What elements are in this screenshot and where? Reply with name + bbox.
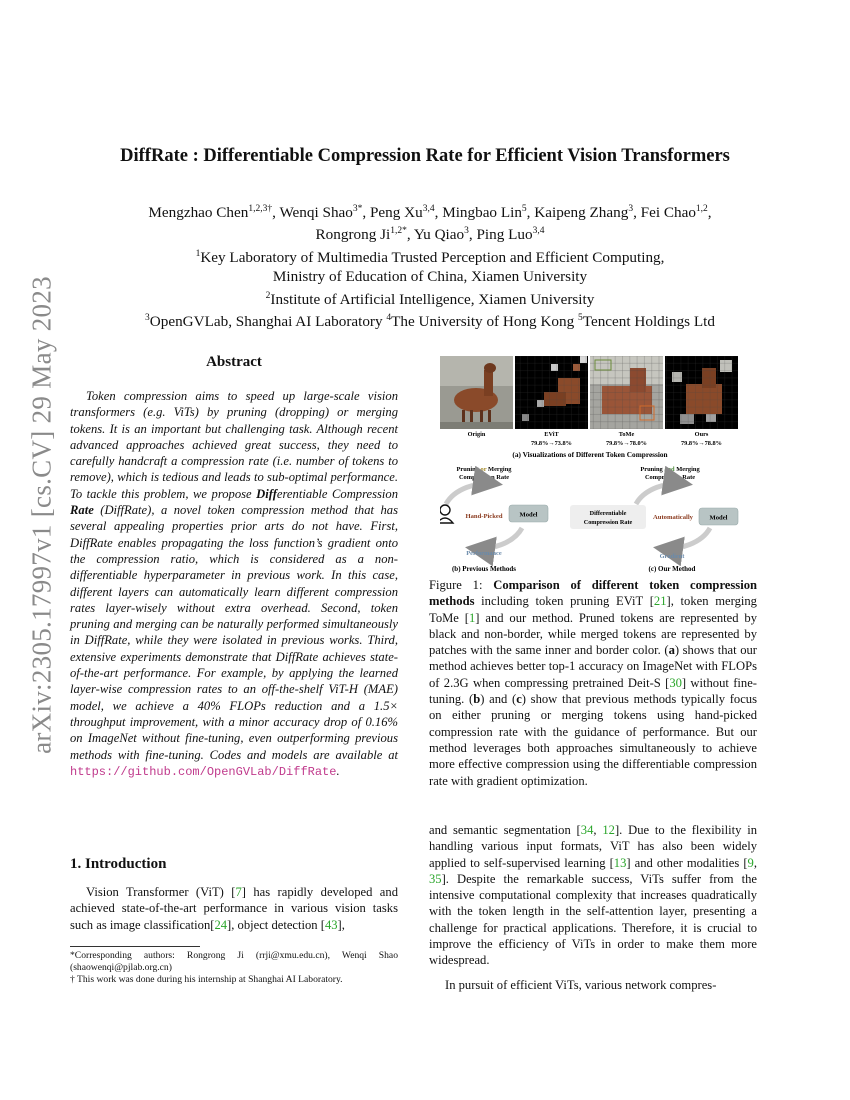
svg-text:Compression Rate: Compression Rate bbox=[583, 519, 633, 526]
intro-heading: 1. Introduction bbox=[70, 856, 167, 872]
svg-text:Pruning or Merging: Pruning or Merging bbox=[456, 466, 512, 473]
arxiv-stamp: arXiv:2305.17997v1 [cs.CV] 29 May 2023 bbox=[26, 276, 57, 754]
fig-a-caption: (a) Visualizations of Different Token Compression bbox=[512, 450, 668, 459]
citation[interactable]: 24 bbox=[214, 917, 228, 932]
panel-c bbox=[570, 466, 738, 573]
footnote-internship: † This work was done during his internship at Shanghai AI Laboratory. bbox=[70, 974, 343, 986]
citation[interactable]: 7 bbox=[235, 885, 242, 899]
tome-image bbox=[590, 356, 663, 429]
svg-text:(b) Previous Methods: (b) Previous Methods bbox=[451, 565, 517, 573]
citation[interactable]: 21 bbox=[653, 594, 667, 609]
svg-text:Model: Model bbox=[709, 514, 728, 522]
affiliation-2: $^2$Institute of Artificial Intelligence, Xiamen University bbox=[265, 290, 595, 308]
footnote-corresponding: *Corresponding authors: Rongrong Ji (rrji@xmu.edu.cn), Wenqi Shao (shaowenqi@pjlab.org.cn) bbox=[70, 950, 398, 974]
acc-evit: 79.8%→73.8% bbox=[531, 440, 572, 447]
ours-image bbox=[665, 356, 738, 429]
citation[interactable]: 1 bbox=[468, 610, 476, 625]
svg-text:Pruning and Merging: Pruning and Merging bbox=[640, 466, 700, 473]
svg-text:Gradient: Gradient bbox=[659, 553, 685, 560]
affiliation-1b: Ministry of Education of China, Xiamen University bbox=[272, 268, 588, 286]
intro-text: Vision Transformer (ViT) [7] has rapidly developed and achieved state-of-the-art performance in various vision tasks such as image classification[24], object detection [43], bbox=[70, 885, 398, 932]
abstract-text: Token compression aims to speed up large-scale vision transformers (e.g. ViTs) by pruning (dropping) or merging tokens. It is an important but challenging task. Although recent advanced approaches achieved great success, they need to carefully handcraft a compression rate (i.e. number of tokens to remove), which is tedious and leads to sub-optimal performance. To tackle this problem, we propose Differentiable Compression Rate (DiffRate), a novel token compression method that has several appealing properties prior arts do not have. First, DiffRate enables propagating the loss function’s gradient onto the compression ratio, which is considered as a non-differentiable hyperparameter in previous work. In this case, different layers can automatically learn different compression rates layer-wisely without extra overhead. Second, token pruning and merging can be naturally performed simultaneously in DiffRate, while they were isolated in previous works. Third, extensive experiments demonstrate that DiffRate achieves state-of-the-art performance. For example, by applying the learned layer-wise compression rates to an off-the-shelf ViT-H (MAE) model, we achieve a 40% FLOPs reduction and a 1.5× throughput improvement, with a minor accuracy drop of 0.16% on ImageNet without fine-tuning, even outperforming previous methods with fine-tuning. Codes and models are available at https://github.com/OpenGVLab/DiffRate. bbox=[70, 389, 398, 779]
svg-text:Compression Rate: Compression Rate bbox=[644, 474, 696, 481]
abstract-heading: Abstract bbox=[206, 354, 262, 370]
label-evit: EViT bbox=[544, 431, 559, 438]
svg-text:Hand-Picked: Hand-Picked bbox=[465, 513, 503, 520]
citation[interactable]: 13 bbox=[613, 855, 627, 870]
figure-1-caption: Figure 1: Comparison of different token compression methods including token pruning EViT [21], token merging ToMe [1] and our method. Pruned tokens are represented by black and non-border, while merged tokens are represented by patches with the same inner and border color. (a) shows that our method achieves better top-1 accuracy on ImageNet with FLOPs of 2.3G when compressing pretrained Deit-S [30] without fine-tuning. (b) and (c) show that previous methods typically focus on either pruning or merging tokens using hand-picked compression rate with the guidance of performance. But our method leverages both approaches simultaneously to achieve more effective compression using the differentiable compression rate with gradient optimization. bbox=[429, 578, 757, 788]
citation[interactable]: 9 bbox=[747, 855, 754, 870]
evit-image bbox=[515, 356, 588, 429]
paragraph-2-start: In pursuit of efficient ViTs, various network compres- bbox=[445, 977, 717, 992]
author-line-1: Mengzhao Chen$^{1,2,3\dagger}$, Wenqi Shao$^{3*}$, Peng Xu$^{3,4}$, Mingbao Lin$^5$, Kaipeng Zhang$^3$, Fei Chao$^{1,2}$, bbox=[148, 204, 712, 222]
citation[interactable]: 12 bbox=[602, 823, 615, 837]
label-ours: Ours bbox=[694, 431, 709, 438]
svg-text:Model: Model bbox=[519, 511, 538, 519]
author-line-2: Rongrong $Ji^{1,2*}$, Yu Qiao$^3$, Ping Luo$^{3,4}$ bbox=[315, 226, 545, 244]
svg-text:(c) Our Method: (c) Our Method bbox=[648, 565, 696, 573]
citation[interactable]: 34 bbox=[580, 823, 594, 837]
svg-text:Compression Rate: Compression Rate bbox=[458, 474, 510, 481]
svg-text:Automatically: Automatically bbox=[653, 514, 693, 521]
panel-b bbox=[440, 466, 548, 573]
label-origin: Origin bbox=[467, 431, 486, 438]
footnote-rule bbox=[70, 946, 200, 947]
affiliation-1: $^1$Key Laboratory of Multimedia Trusted Perception and Efficient Computing, bbox=[195, 248, 665, 266]
citation[interactable]: 30 bbox=[669, 675, 682, 690]
footnotes bbox=[70, 950, 398, 987]
paper-title: DiffRate : Differentiable Compression Rate for Efficient Vision Transformers bbox=[120, 146, 730, 166]
svg-text:Performance: Performance bbox=[466, 550, 502, 557]
right-column-text: and semantic segmentation [34, 12]. Due to the flexibility in handling various input formats, ViT has also been widely applied to self-supervised learning [13] and other modalities [9, 35]. Despite the remarkable success, ViTs suffer from the intensive computational complexity that increases quadratically with the token length in the self-attention layer, presenting a challenge for practical applications. Therefore, it is crucial to improve the efficiency of ViTs in order to make them more widespread. In pursuit of efficient ViTs, various network compres- bbox=[429, 823, 758, 992]
author-block bbox=[80, 200, 780, 332]
affiliation-3: $^3$OpenGVLab, Shanghai AI Laboratory $^4$The University of Hong Kong $^5$Tencent Holdings Ltd bbox=[145, 313, 715, 331]
code-link[interactable]: https://github.com/OpenGVLab/DiffRate bbox=[70, 764, 337, 779]
label-tome: ToMe bbox=[618, 431, 635, 438]
user-icon bbox=[440, 505, 453, 523]
figure-1 bbox=[440, 356, 740, 581]
origin-image bbox=[440, 356, 513, 429]
acc-ours: 79.8%→78.8% bbox=[681, 440, 722, 447]
citation[interactable]: 43 bbox=[324, 917, 338, 932]
svg-text:Differentiable: Differentiable bbox=[589, 510, 627, 517]
citation[interactable]: 35 bbox=[429, 871, 442, 886]
acc-tome: 79.8%→78.0% bbox=[606, 440, 647, 447]
